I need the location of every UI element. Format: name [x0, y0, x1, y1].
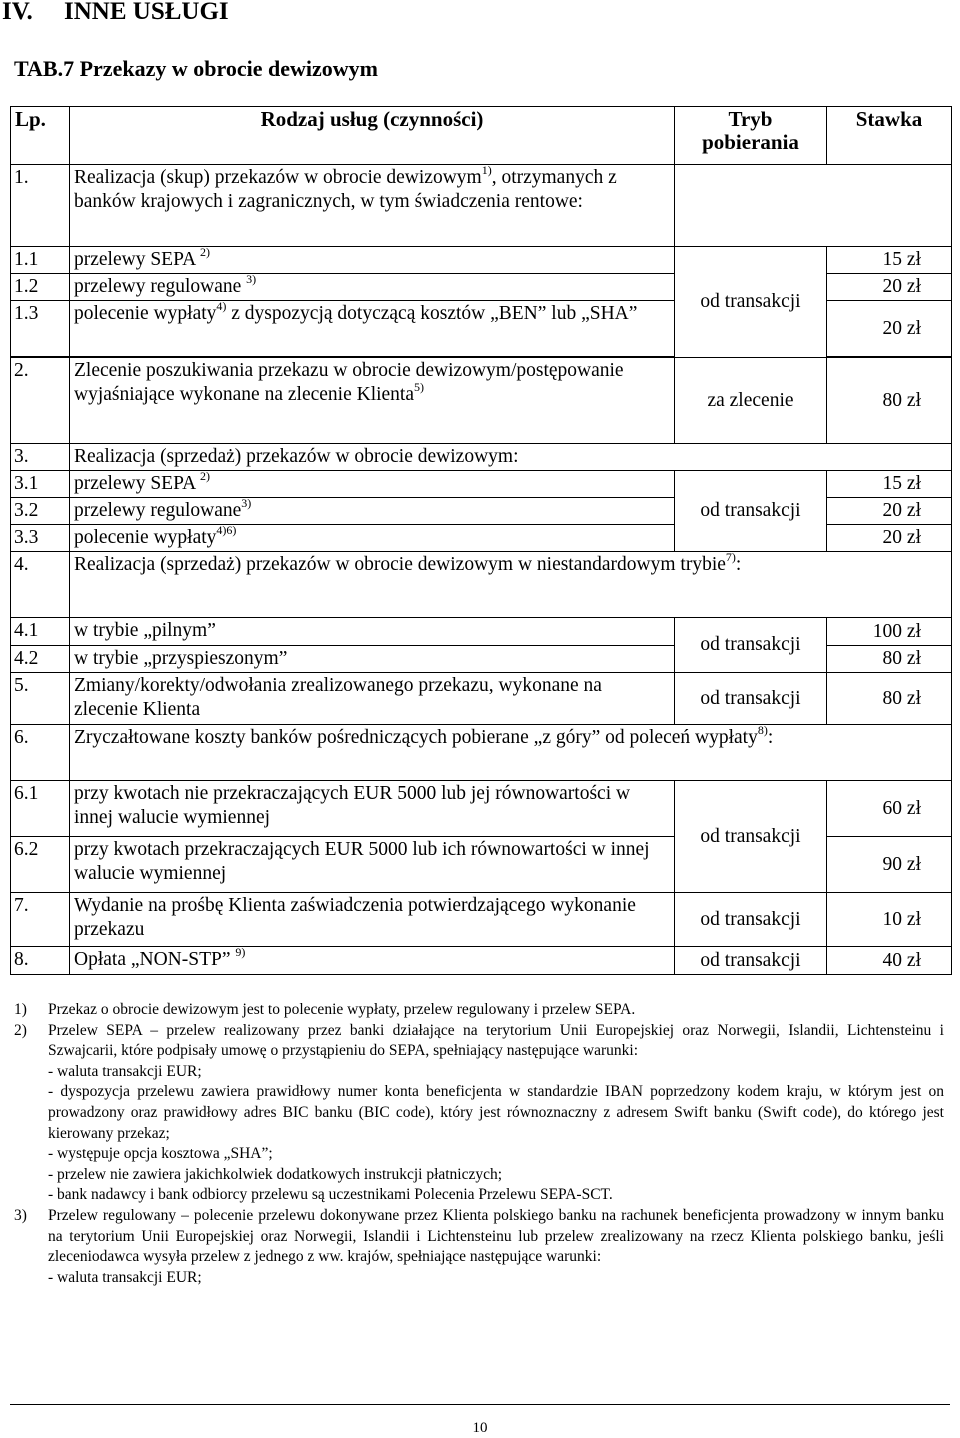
row-empty	[675, 165, 952, 247]
section-heading	[0, 0, 229, 26]
row-rate: 100 zł	[827, 618, 952, 646]
section-title: INNE USŁUGI	[64, 0, 229, 25]
row-service: polecenie wypłaty$^{4)}$ z dyspozycją dotyczącą kosztów „BEN” lub „SHA”	[70, 301, 675, 357]
row-service: w trybie „pilnym”	[70, 618, 675, 646]
footnote-2	[14, 1021, 944, 1206]
footnote-number: 1)	[14, 1001, 27, 1018]
table-row	[11, 247, 952, 274]
table-header-row	[11, 107, 952, 165]
row-rate: 20 zł	[827, 525, 952, 552]
footnote-3	[14, 1206, 944, 1288]
footnote-text: Przekaz o obrocie dewizowym jest to polecenie wypłaty, przelew regulowany i przelew SEPA.	[48, 1001, 636, 1018]
page-number: 10	[472, 1420, 488, 1436]
row-service: Wydanie na prośbę Klienta zaświadczenia potwierdzającego wykonanie przekazu	[70, 893, 675, 947]
row-service: przy kwotach nie przekraczających EUR 5000 lub jej równowartości w innej walucie wymiennej	[70, 781, 675, 837]
section-number: IV.	[2, 0, 33, 25]
row-rate: 60 zł	[827, 781, 952, 837]
header-mode-line2: pobierania	[702, 130, 799, 154]
fees-table	[10, 106, 952, 975]
footer-divider	[10, 1404, 950, 1405]
row-rate: 15 zł	[827, 471, 952, 498]
row-service: przelewy SEPA $^{2)}$	[70, 471, 675, 498]
row-service: Realizacja (sprzedaż) przekazów w obrocie dewizowym:	[70, 444, 952, 471]
row-lp: 6.2	[11, 837, 70, 893]
row-rate: 20 zł	[827, 498, 952, 525]
row-lp: 4.2	[11, 646, 70, 673]
row-mode: od transakcji	[675, 947, 827, 975]
table-row	[11, 358, 952, 444]
row-lp: 7.	[11, 893, 70, 947]
table-row	[11, 781, 952, 837]
table-row	[11, 893, 952, 947]
row-mode: od transakcji	[675, 247, 827, 358]
row-service: Opłata „NON-STP” $^{9)}$	[70, 947, 675, 975]
row-rate: 20 zł	[827, 301, 952, 357]
row-service: Zmiany/korekty/odwołania zrealizowanego przekazu, wykonane na zlecenie Klienta	[70, 673, 675, 725]
header-rate: Stawka	[827, 107, 952, 165]
footnote-item: - przelew nie zawiera jakichkolwiek dodatkowych instrukcji płatniczych;	[48, 1165, 503, 1183]
row-lp: 6.	[11, 725, 70, 781]
footnotes	[14, 1000, 944, 1288]
row-lp: 2.	[11, 358, 70, 444]
footnote-number: 3)	[14, 1206, 27, 1224]
row-mode: od transakcji	[675, 781, 827, 893]
row-lp: 4.	[11, 552, 70, 618]
footnote-item: - występuje opcja kosztowa „SHA”;	[48, 1145, 273, 1163]
row-lp: 3.2	[11, 498, 70, 525]
row-mode: od transakcji	[675, 673, 827, 725]
row-rate: 15 zł	[827, 247, 952, 274]
row-service: polecenie wypłaty$^{4)6)}$	[70, 525, 675, 552]
table-row	[11, 471, 952, 498]
footnote-item: - bank nadawcy i bank odbiorcy przelewu są uczestnikami Polecenia Przelewu SEPA-SCT.	[48, 1186, 613, 1204]
table-row	[11, 947, 952, 975]
table-row	[11, 165, 952, 247]
table-row	[11, 444, 952, 471]
footnote-text: Przelew SEPA – przelew realizowany przez banki działające na terytorium Unii Europejskiej oraz Norwegii, Islandii, Lichtensteinu i Szwajcarii, które podpisały umowę o przystąpieniu do SEPA, spełniający następujące warunki:	[48, 1021, 944, 1060]
row-lp: 1.2	[11, 274, 70, 301]
row-mode: od transakcji	[675, 471, 827, 552]
row-rate: 20 zł	[827, 274, 952, 301]
footnote-number: 2)	[14, 1021, 27, 1039]
table-row	[11, 552, 952, 618]
row-rate: 90 zł	[827, 837, 952, 893]
row-lp: 3.	[11, 444, 70, 471]
table-row	[11, 673, 952, 725]
row-mode: za zlecenie	[675, 358, 827, 444]
row-lp: 1.1	[11, 247, 70, 274]
footnote-1	[14, 1000, 944, 1021]
header-lp: Lp.	[11, 107, 70, 165]
row-lp: 5.	[11, 673, 70, 725]
row-lp: 8.	[11, 947, 70, 975]
table-row	[11, 725, 952, 781]
row-service: przelewy regulowane$^{3)}$	[70, 498, 675, 525]
row-service: Zlecenie poszukiwania przekazu w obrocie dewizowym/postępowanie wyjaśniające wykonane na zlecenie Klienta$^{5)}$	[70, 358, 675, 444]
header-service: Rodzaj usług (czynności)	[70, 107, 675, 165]
row-service: przelewy regulowane $^{3)}$	[70, 274, 675, 301]
row-lp: 3.1	[11, 471, 70, 498]
row-rate: 10 zł	[827, 893, 952, 947]
row-lp: 3.3	[11, 525, 70, 552]
row-lp: 6.1	[11, 781, 70, 837]
row-rate: 80 zł	[827, 358, 952, 444]
footnote-item: - waluta transakcji EUR;	[48, 1062, 202, 1080]
row-rate: 80 zł	[827, 673, 952, 725]
footnote-item: - waluta transakcji EUR;	[48, 1268, 202, 1286]
row-rate: 40 zł	[827, 947, 952, 975]
row-service: Realizacja (skup) przekazów w obrocie dewizowym$^{1)}$, otrzymanych z banków krajowych i zagranicznych, w tym świadczenia rentowe:	[70, 165, 675, 247]
row-service: przelewy SEPA $^{2)}$	[70, 247, 675, 274]
row-service: w trybie „przyspieszonym”	[70, 646, 675, 673]
row-lp: 4.1	[11, 618, 70, 646]
row-service: Realizacja (sprzedaż) przekazów w obrocie dewizowym w niestandardowym trybie$^{7)}$:	[70, 552, 952, 618]
table-row	[11, 618, 952, 646]
row-rate: 80 zł	[827, 646, 952, 673]
header-mode	[675, 107, 827, 165]
row-service: przy kwotach przekraczających EUR 5000 lub ich równowartości w innej walucie wymiennej	[70, 837, 675, 893]
row-service: Zryczałtowane koszty banków pośredniczących pobierane „z góry” od poleceń wypłaty$^{8)}$:	[70, 725, 952, 781]
row-lp: 1.3	[11, 301, 70, 357]
table-title: TAB.7 Przekazy w obrocie dewizowym	[14, 56, 378, 81]
footnote-text: Przelew regulowany – polecenie przelewu dokonywane przez Klienta polskiego banku na rachunek beneficjenta prowadzony w innym banku na terytorium Unii Europejskiej oraz Norwegii, Islandii i Lichtensteinu lub przelew zrealizowany na rzecz Klienta polskiego banku, jeśli zleceniodawca wysyła przelew z jednego z ww. krajów, spełniające następujące warunki:	[48, 1206, 944, 1266]
row-mode: od transakcji	[675, 618, 827, 673]
row-lp: 1.	[11, 165, 70, 247]
row-mode: od transakcji	[675, 893, 827, 947]
footnote-item: - dyspozycja przelewu zawiera prawidłowy numer konta beneficjenta w standardzie IBAN poprzedzony kodem kraju, w którym jest on prowadzony oraz prawidłowy adres BIC banku (BIC code), który jest równoznaczny z adresem Swift banku (Swift code), do którego jest kierowany przekaz;	[48, 1083, 944, 1142]
header-mode-line1: Tryb	[728, 107, 773, 131]
